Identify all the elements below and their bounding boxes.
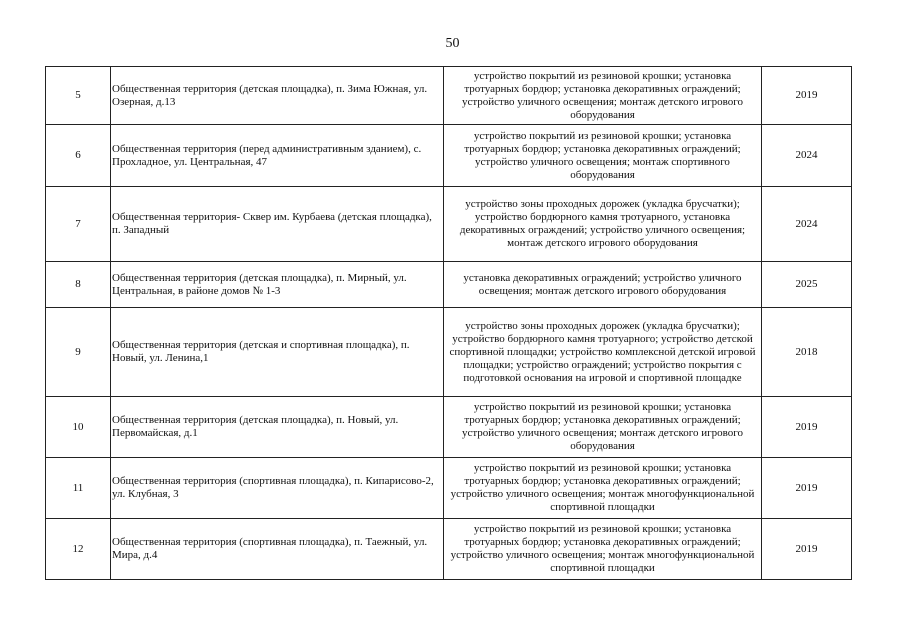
row-number: 5 xyxy=(46,67,111,125)
row-number: 7 xyxy=(46,187,111,262)
row-number: 11 xyxy=(46,458,111,519)
row-number: 12 xyxy=(46,519,111,580)
year-cell: 2019 xyxy=(762,67,852,125)
works-cell: устройство покрытий из резиновой крошки; установка тротуарных бордюр; установка декоративных ограждений; устройство уличного освещения; монтаж многофункциональной спортивной площадки xyxy=(444,519,762,580)
territories-table xyxy=(45,66,852,580)
table-row xyxy=(46,125,852,187)
table-row xyxy=(46,458,852,519)
year-cell: 2018 xyxy=(762,308,852,397)
territory-cell: Общественная территория (детская площадка), п. Мирный, ул. Центральная, в районе домов № 1-3 xyxy=(111,262,444,308)
row-number: 8 xyxy=(46,262,111,308)
territory-cell: Общественная территория (детская и спортивная площадка), п. Новый, ул. Ленина,1 xyxy=(111,308,444,397)
territory-cell: Общественная территория (детская площадка), п. Зима Южная, ул. Озерная, д.13 xyxy=(111,67,444,125)
table-row xyxy=(46,67,852,125)
table-row xyxy=(46,187,852,262)
works-cell: устройство покрытий из резиновой крошки; установка тротуарных бордюр; установка декоративных ограждений; устройство уличного освещения; монтаж детского игрового оборудования xyxy=(444,67,762,125)
year-cell: 2019 xyxy=(762,519,852,580)
year-cell: 2024 xyxy=(762,125,852,187)
year-cell: 2019 xyxy=(762,397,852,458)
works-cell: устройство покрытий из резиновой крошки; установка тротуарных бордюр; установка декоративных ограждений; устройство уличного освещения; монтаж спортивного оборудования xyxy=(444,125,762,187)
works-cell: установка декоративных ограждений; устройство уличного освещения; монтаж детского игрового оборудования xyxy=(444,262,762,308)
works-cell: устройство покрытий из резиновой крошки; установка тротуарных бордюр; установка декоративных ограждений; устройство уличного освещения; монтаж детского игрового оборудования xyxy=(444,397,762,458)
territory-cell: Общественная территория (спортивная площадка), п. Кипарисово-2, ул. Клубная, 3 xyxy=(111,458,444,519)
row-number: 6 xyxy=(46,125,111,187)
territory-cell: Общественная территория (спортивная площадка), п. Таежный, ул. Мира, д.4 xyxy=(111,519,444,580)
year-cell: 2019 xyxy=(762,458,852,519)
row-number: 9 xyxy=(46,308,111,397)
works-cell: устройство зоны проходных дорожек (укладка брусчатки); устройство бордюрного камня тротуарного, установка декоративных ограждений; устройство уличного освещения; монтаж детского игрового оборудования xyxy=(444,187,762,262)
row-number: 10 xyxy=(46,397,111,458)
territory-cell: Общественная территория- Сквер им. Курбаева (детская площадка), п. Западный xyxy=(111,187,444,262)
table-row xyxy=(46,308,852,397)
page-number: 50 xyxy=(445,36,460,51)
table-row xyxy=(46,397,852,458)
table-row xyxy=(46,262,852,308)
year-cell: 2024 xyxy=(762,187,852,262)
territory-cell: Общественная территория (детская площадка), п. Новый, ул. Первомайская, д.1 xyxy=(111,397,444,458)
works-cell: устройство зоны проходных дорожек (укладка брусчатки); устройство бордюрного камня тротуарного; устройство детской спортивной площадки; устройство комплексной детской игровой площадки; устройство ограждений; устройство покрытия с подготовкой основания на игровой и спортивной площадке xyxy=(444,308,762,397)
works-cell: устройство покрытий из резиновой крошки; установка тротуарных бордюр; установка декоративных ограждений; устройство уличного освещения; монтаж многофункциональной спортивной площадки xyxy=(444,458,762,519)
territory-cell: Общественная территория (перед административным зданием), с. Прохладное, ул. Центральная, 47 xyxy=(111,125,444,187)
table-row xyxy=(46,519,852,580)
year-cell: 2025 xyxy=(762,262,852,308)
